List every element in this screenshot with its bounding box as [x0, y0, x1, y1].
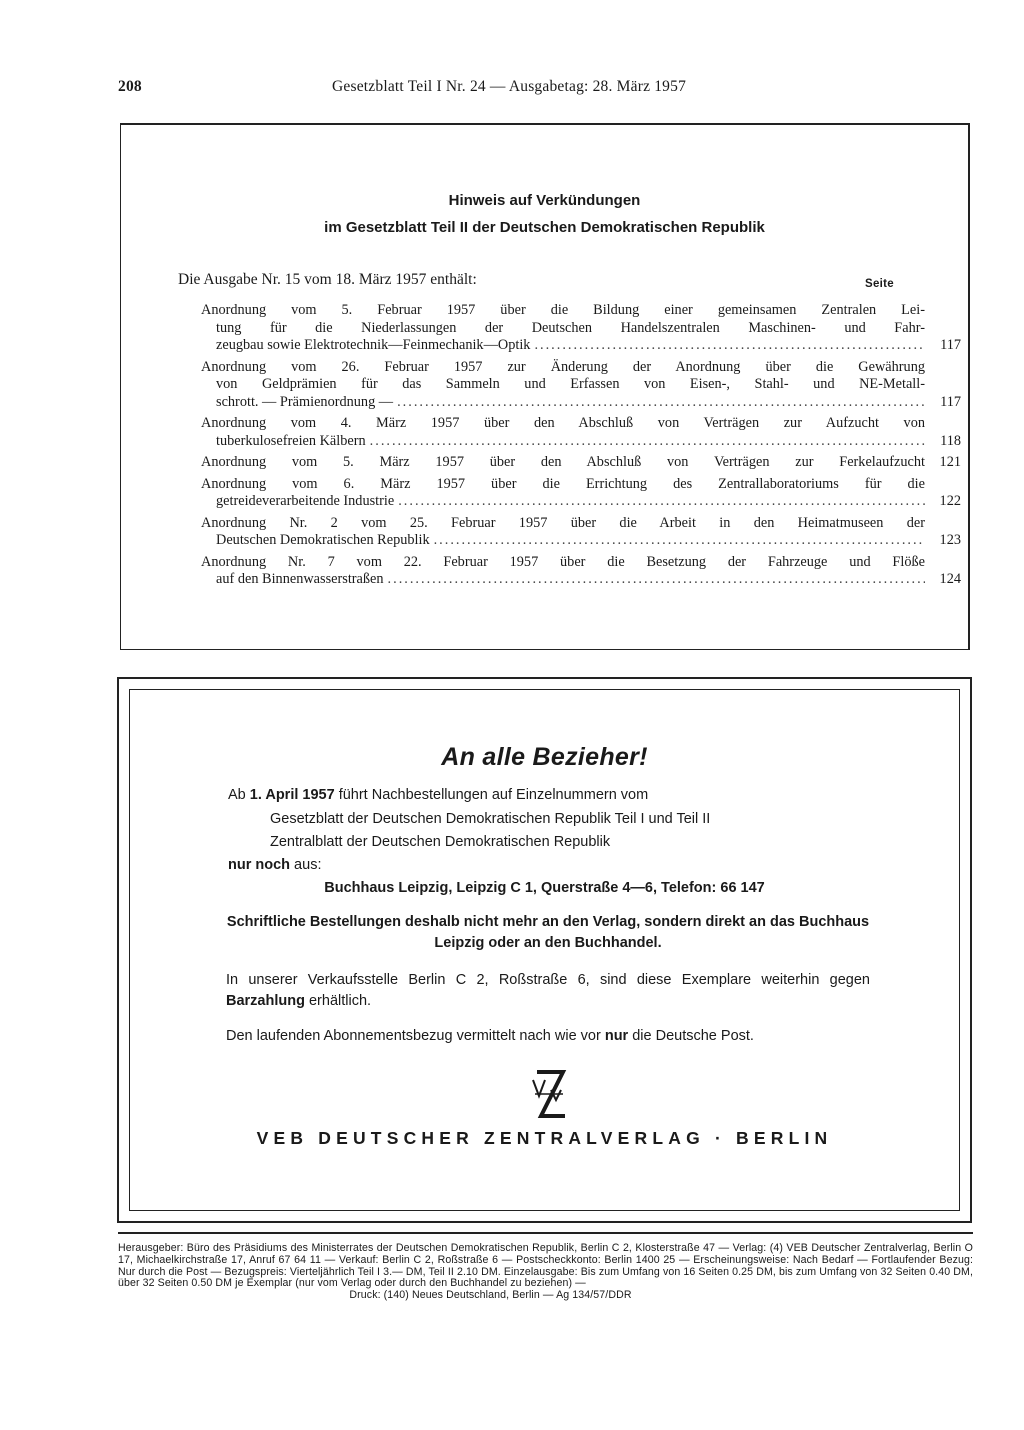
imprint-text: Herausgeber: Büro des Präsidiums des Ministerrates der Deutschen Demokratischen Republik, Berlin C 2, Klosterstraße 47 — Verlag: (4) VEB Deutscher Zentralverlag, Berlin O 17, Michaelkirchstraße 17, Anruf 67 64 11 — Verkauf: Berlin C 2, Roßstraße 6 — Postscheckkonto: Berlin 1400 25 — Erscheinungsweise: Nach Bedarf — Fortlaufender Bezug: Nur durch die Post — Bezugspreis: Vierteljährlich Teil I 3.— DM, Teil II 2.10 DM. Einzelausgabe: Bis zum Umfang von 16 Seiten 0.25 DM, bis zum Umfang von 32 Seiten 0.40 DM, über 32 Seiten 0.50 DM je Exemplar (nur vom Verlag oder durch den Buchhandel zu beziehen) — [118, 1242, 973, 1290]
page-number: 208 [118, 78, 142, 95]
entry-text-line: Anordnung Nr. 2 vom 25. Februar 1957 über die Arbeit in den Heimatmuseen der [201, 514, 925, 531]
bookshop-address: Buchhaus Leipzig, Leipzig C 1, Querstraße 4—6, Telefon: 66 147 [324, 880, 765, 896]
entry-last-text: auf den Binnenwasserstraßen [216, 571, 384, 587]
subscription-notice [226, 1026, 870, 1047]
entry-page-number: 123 [939, 532, 961, 548]
subscription-start: Den laufenden Abonnementsbezug vermittelt nach wie vor [226, 1028, 605, 1044]
imprint [118, 1243, 973, 1302]
dot-leader [397, 394, 925, 412]
imprint-print: Druck: (140) Neues Deutschland, Berlin — Ag 134/57/DDR [349, 1289, 632, 1302]
order-change-date: 1. April 1957 [249, 787, 335, 803]
only-from-bold: nur noch [228, 857, 291, 873]
page-column-label: Seite [865, 278, 894, 290]
entry-page-number: 117 [940, 337, 961, 353]
entry-text-line: tung für die Niederlassungen der Deutschen Handelszentralen Maschinen- und Fahr- [216, 319, 925, 336]
entry-last-text: zeugbau sowie Elektrotechnik—Feinmechanik—Optik [216, 337, 531, 353]
entry-page-number: 121 [939, 454, 961, 470]
contents-entry [201, 415, 961, 450]
announcement-notice-box [120, 123, 970, 650]
order-change-prefix: Ab [228, 787, 250, 803]
notice-intro: Die Ausgabe Nr. 15 vom 18. März 1957 enthält: [178, 271, 477, 288]
subscription-end: die Deutsche Post. [628, 1028, 754, 1044]
dot-leader [398, 493, 925, 511]
entry-text-line: Anordnung vom 4. März 1957 über den Abschluß von Verträgen zur Aufzucht von [201, 415, 925, 431]
imprint-divider [118, 1232, 973, 1234]
sales-office-notice [226, 970, 870, 1012]
order-change-line [228, 787, 648, 803]
entry-last-text: tuberkulosefreien Kälbern [216, 432, 366, 449]
entry-text-line: Anordnung Nr. 7 vom 22. Februar 1957 über die Besetzung der Fahrzeuge und Flöße [201, 553, 925, 570]
contents-entry [201, 554, 961, 589]
notice-heading-line1: Hinweis auf Verkündungen [448, 192, 641, 209]
entry-last-line [201, 571, 925, 589]
dot-leader [534, 337, 925, 355]
sales-office-start: In unserer Verkaufsstelle Berlin C 2, Roßstraße 6, sind diese Exemplare weiterhin gegen [226, 972, 870, 988]
entry-last-line [201, 394, 925, 412]
publication-gesetzblatt: Gesetzblatt der Deutschen Demokratischen Republik Teil I und Teil II [270, 811, 711, 827]
header-title: Gesetzblatt Teil I Nr. 24 — Ausgabetag: 28. März 1957 [332, 78, 687, 95]
sales-office-end: erhältlich. [304, 993, 372, 1009]
entry-last-line [201, 433, 925, 451]
notice-heading-line2: im Gesetzblatt Teil II der Deutschen Demokratischen Republik [324, 219, 765, 236]
sales-office-bold: Barzahlung [226, 993, 305, 1009]
entry-page-number: 122 [939, 493, 961, 509]
subscriber-notice-box [117, 677, 972, 1223]
vdz-logo-icon [529, 1066, 569, 1124]
contents-entry [201, 359, 961, 412]
dot-leader [388, 571, 925, 589]
dot-leader [434, 532, 925, 550]
subscriber-notice-inner-frame [129, 689, 960, 1211]
only-from-line [228, 857, 321, 873]
written-orders-notice: Schriftliche Bestellungen deshalb nicht mehr an den Verlag, sondern direkt an das Buchhaus Leipzig oder an den Buchhandel. [226, 914, 870, 951]
entry-text-line: von Geldprämien für das Sammeln und Erfassen von Eisen-, Stahl- und NE-Metall- [216, 376, 925, 392]
entry-last-line [201, 337, 925, 355]
entry-last-line [201, 493, 925, 511]
entry-text-line: Anordnung vom 26. Februar 1957 zur Änderung der Anordnung über die Gewährung [201, 358, 925, 375]
subscriber-heading: An alle Bezieher! [441, 743, 648, 771]
publication-zentralblatt: Zentralblatt der Deutschen Demokratischen Republik [270, 834, 611, 850]
entry-text-line: Anordnung vom 5. März 1957 über den Abschluß von Verträgen zur Ferkelaufzucht [201, 454, 925, 470]
entry-text-line: Anordnung vom 5. Februar 1957 über die Bildung einer gemeinsamen Zentralen Lei- [201, 302, 925, 318]
entry-last-line [201, 532, 925, 550]
entry-text-line: Anordnung vom 6. März 1957 über die Errichtung des Zentrallaboratoriums für die [201, 475, 925, 492]
entry-last-text: getreideverarbeitende Industrie [216, 493, 395, 509]
entry-page-number: 124 [939, 571, 961, 587]
only-from-rest: aus: [290, 857, 322, 873]
entry-page-number: 117 [940, 393, 961, 410]
contents-list [201, 302, 961, 593]
contents-entry [201, 454, 961, 472]
entry-last-text: Deutschen Demokratischen Republik [216, 532, 430, 548]
entry-last-text: schrott. — Prämienordnung — [216, 393, 394, 410]
subscription-bold: nur [604, 1028, 629, 1044]
publisher-name: VEB DEUTSCHER ZENTRALVERLAG · BERLIN [256, 1128, 833, 1148]
entry-page-number: 118 [940, 432, 961, 449]
dot-leader [370, 433, 925, 451]
contents-entry [201, 302, 961, 355]
contents-entry [201, 476, 961, 511]
contents-entry [201, 515, 961, 550]
order-change-rest: führt Nachbestellungen auf Einzelnummern vom [334, 787, 649, 803]
